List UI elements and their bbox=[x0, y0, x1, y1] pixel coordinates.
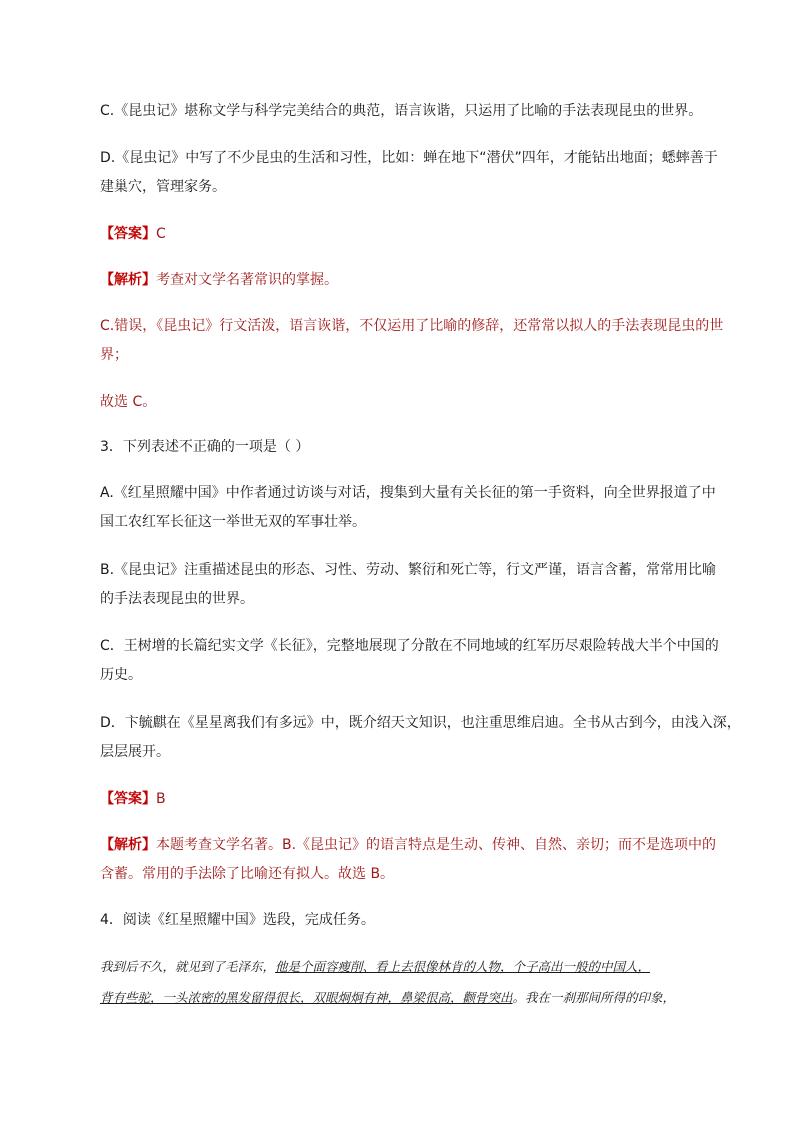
analysis-tag: 【解析】 bbox=[100, 837, 156, 853]
q2-detail-line1: C.错误，《昆虫记》行文活泼，语言诙谐，不仅运用了比喻的修辞，还常常以拟人的手法表现昆虫的世 bbox=[100, 318, 724, 334]
analysis-text: 本题考查文学名著。B.《昆虫记》的语言特点是生动、传神、自然、亲切；而不是选项中的 bbox=[156, 837, 717, 853]
q3-option-b-line1: B.《昆虫记》注重描述昆虫的形态、习性、劳动、繁衍和死亡等，行文严谨，语言含蓄，常常用比喻 bbox=[100, 562, 717, 578]
q2-option-d-line1: D.《昆虫记》中写了不少昆虫的生活和习性，比如：蝉在地下“潜伏”四年，才能钻出地面；蟋蟀善于 bbox=[100, 150, 718, 166]
q2-detail-line2: 界； bbox=[100, 347, 128, 363]
answer-value: B bbox=[156, 791, 166, 807]
q2-answer bbox=[100, 224, 166, 244]
q4-passage-line1 bbox=[100, 957, 650, 977]
q3-option-d-line1: D．卞毓麒在《星星离我们有多远》中，既介绍天文知识，也注重思维启迪。全书从古到今，由浅入深， bbox=[100, 715, 741, 731]
q2-analysis bbox=[100, 270, 338, 290]
q3-option-c-line1: C．王树增的长篇纪实文学《长征》，完整地展现了分散在不同地域的红军历尽艰险转战大半个中国的 bbox=[100, 638, 719, 654]
q3-stem: 3．下列表述不正确的一项是（ ） bbox=[100, 439, 310, 455]
analysis-text: 考查对文学名著常识的掌握。 bbox=[156, 272, 338, 288]
answer-value: C bbox=[156, 226, 166, 242]
q2-option-d-line2: 建巢穴，管理家务。 bbox=[100, 179, 226, 195]
answer-tag: 【答案】 bbox=[100, 791, 156, 807]
analysis-tag: 【解析】 bbox=[100, 272, 156, 288]
passage-underlined-text: 他是个面容瘦削、看上去很像林肯的人物，个子高出一般的中国人， bbox=[275, 959, 651, 974]
q2-conclusion: 故选 C。 bbox=[100, 394, 157, 410]
q3-analysis-line2: 含蓄。常用的手法除了比喻还有拟人。故选 B。 bbox=[100, 866, 395, 882]
q4-stem: 4．阅读《红星照耀中国》选段，完成任务。 bbox=[100, 912, 375, 928]
q3-answer bbox=[100, 789, 166, 809]
q3-analysis-line1 bbox=[100, 835, 716, 855]
answer-tag: 【答案】 bbox=[100, 226, 156, 242]
passage-text: 我到后不久，就见到了毛泽东， bbox=[100, 959, 276, 974]
passage-text: 。我在一刹那间所得的印象， bbox=[512, 990, 676, 1005]
q3-option-a-line2: 国工农红军长征这一举世无双的军事壮举。 bbox=[100, 514, 366, 530]
q3-option-a-line1: A.《红星照耀中国》中作者通过访谈与对话，搜集到大量有关长征的第一手资料，向全世界报道了中 bbox=[100, 485, 716, 501]
passage-underlined-text: 背有些驼，一头浓密的黑发留得很长，双眼炯炯有神，鼻梁很高，颧骨突出 bbox=[100, 990, 513, 1005]
q3-option-b-line2: 的手法表现昆虫的世界。 bbox=[100, 591, 254, 607]
q2-option-c: C.《昆虫记》堪称文学与科学完美结合的典范，语言诙谐，只运用了比喻的手法表现昆虫的世界。 bbox=[100, 103, 703, 119]
q3-option-d-line2: 层层展开。 bbox=[100, 744, 170, 760]
q4-passage-line2 bbox=[100, 988, 675, 1008]
q3-option-c-line2: 历史。 bbox=[100, 667, 142, 683]
